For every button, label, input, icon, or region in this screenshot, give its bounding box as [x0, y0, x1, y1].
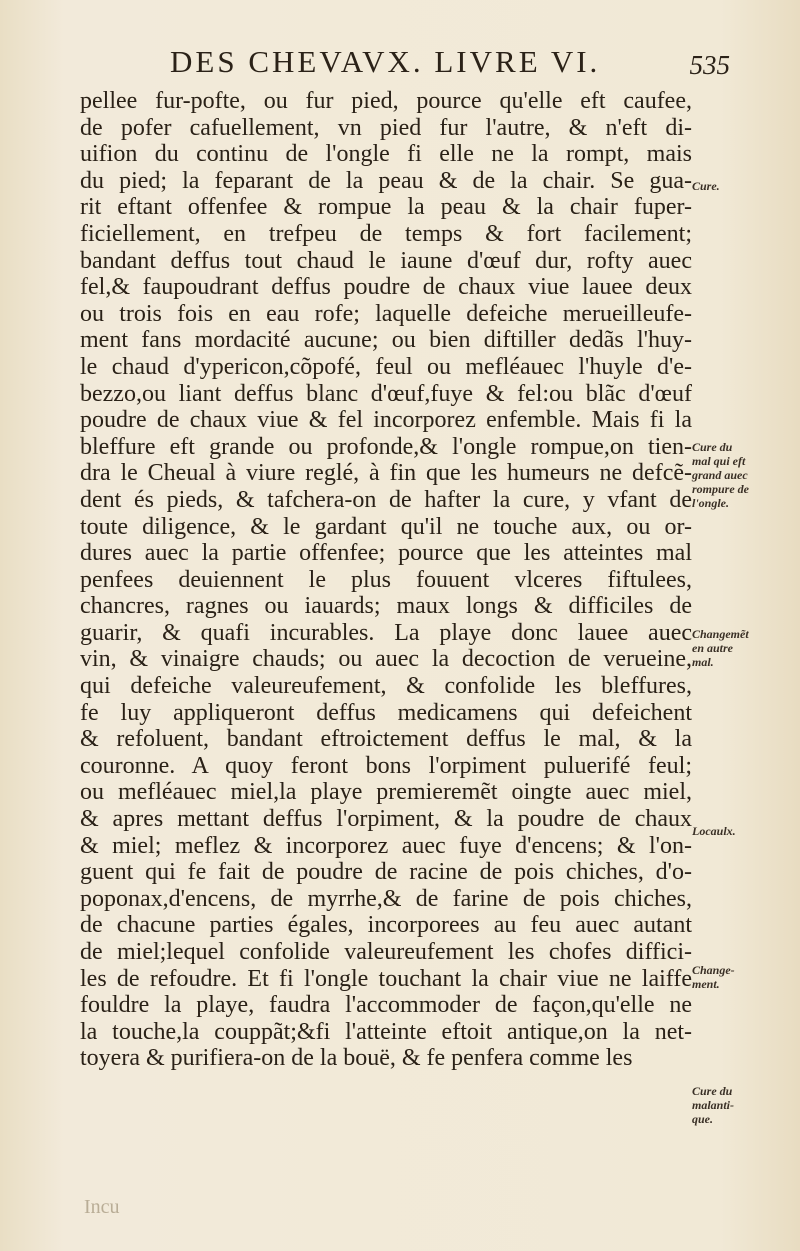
margin-note-line: l'ongle.: [692, 496, 730, 510]
text-line: toute diligence, & le gardant qu'il ne touche aux, ou or-: [80, 513, 692, 540]
margin-note-line: en autre: [692, 641, 734, 655]
faded-bleed-through-text: Incu: [84, 1196, 120, 1218]
page-header: [170, 44, 730, 90]
text-line: dures auec la partie offenfee; pource que les atteintes mal: [80, 540, 692, 567]
text-line: rit eftant offenfee & rompue la peau & la chair fuper-: [80, 194, 692, 221]
margin-note-line: que.: [692, 1112, 713, 1126]
text-line: chancres, ragnes ou iauards; maux longs & difficiles de: [80, 593, 692, 620]
margin-note-line: grand auec: [692, 468, 748, 482]
text-line: de chacune parties égales, incorporees au feu auec autant: [80, 912, 692, 939]
text-line: fel,& faupoudrant deffus poudre de chaux viue lauee deux: [80, 274, 692, 301]
margin-note-line: mal qui eft: [692, 454, 746, 468]
margin-note: [692, 824, 800, 838]
text-line: & refoluent, bandant eftroictement deffus le mal, & la: [80, 726, 692, 753]
text-line: les de refoudre. Et fi l'ongle touchant la chair viue ne laiffe: [80, 965, 692, 992]
main-text-block: [80, 88, 692, 1072]
margin-note-line: Locaulx.: [692, 824, 736, 838]
text-line: dent és pieds, & tafchera-on de hafter la cure, y vfant de: [80, 486, 692, 513]
text-line: toyera & purifiera-on de la bouë, & fe penfera comme les: [80, 1045, 633, 1072]
text-line: bleffure eft grande ou profonde,& l'ongle rompue,on tien-: [80, 433, 692, 460]
margin-note-line: Cure du: [692, 1084, 733, 1098]
text-line: pellee fur-pofte, ou fur pied, pource qu'elle eft caufee,: [80, 88, 692, 114]
margin-note-line: mal.: [692, 655, 714, 669]
margin-note: [692, 179, 800, 193]
text-line: couronne. A quoy feront bons l'orpiment puluerifé feul;: [80, 752, 692, 779]
margin-note: [692, 440, 800, 510]
text-line: du pied; la feparant de la peau & de la chair. Se gua-: [80, 167, 692, 194]
text-line: bandant deffus tout chaud le iaune d'œuf dur, rofty auec: [80, 247, 692, 274]
margin-note-line: rompure de: [692, 482, 749, 496]
text-line: guent qui fe fait de poudre de racine de pois chiches, d'o-: [80, 859, 692, 886]
text-line: le chaud d'ypericon,cõpofé, feul ou mefléauec l'huyle d'e-: [80, 353, 692, 380]
text-line: ou mefléauec miel,la playe premieremẽt oingte auec miel,: [80, 779, 692, 806]
page-number: 535: [689, 50, 730, 80]
margin-note-line: malanti-: [692, 1098, 735, 1112]
text-line: poponax,d'encens, de myrrhe,& de farine de pois chiches,: [80, 885, 692, 912]
text-line: bezzo,ou liant deffus blanc d'œuf,fuye & fel:ou blãc d'œuf: [80, 380, 692, 407]
text-line: poudre de chaux viue & fel incorporez enfemble. Mais fi la: [80, 407, 692, 434]
text-line: ou trois fois en eau rofe; laquelle defeiche merueilleufe-: [80, 300, 692, 327]
margin-note: [692, 963, 800, 991]
margin-note-line: Change-: [692, 963, 735, 977]
text-line: & miel; meflez & incorporez auec fuye d'encens; & l'on-: [80, 832, 692, 859]
text-line: ment fans mordacité aucune; ou bien diftiller dedãs l'huy-: [80, 327, 692, 354]
margin-note-line: Cure.: [692, 179, 720, 193]
margin-note: [692, 627, 800, 669]
margin-note: [692, 1084, 800, 1126]
text-line: ficiellement, en trefpeu de temps & fort facilement;: [80, 220, 692, 247]
running-title: DES CHEVAVX. LIVRE VI.: [170, 44, 601, 79]
text-line: de pofer cafuellement, vn pied fur l'autre, & n'eft di-: [80, 114, 692, 141]
text-line: penfees deuiennent le plus fouuent vlceres fiftulees,: [80, 566, 692, 593]
text-line: fe luy appliqueront deffus medicamens qui defeichent: [80, 699, 692, 726]
text-line: vin, & vinaigre chauds; ou auec la decoction de verueine,: [80, 646, 692, 673]
margin-notes: [689, 0, 800, 1251]
text-line: fouldre la playe, faudra l'accommoder de façon,qu'elle ne: [80, 992, 692, 1019]
text-line: la touche,la couppãt;&fi l'atteinte eftoit antique,on la net-: [80, 1018, 692, 1045]
text-line: qui defeiche valeureufement, & confolide les bleffures,: [80, 673, 692, 700]
text-line: dra le Cheual à viure reglé, à fin que les humeurs ne defcẽ-: [80, 460, 692, 487]
margin-note-line: Changemẽt: [692, 627, 749, 641]
text-line: de miel;lequel confolide valeureufement les chofes diffici-: [80, 939, 692, 965]
text-line: & apres mettant deffus l'orpiment, & la poudre de chaux: [80, 806, 692, 833]
text-line: guarir, & quafi incurables. La playe donc lauee auec: [80, 619, 692, 646]
text-line: uifion du continu de l'ongle fi elle ne la rompt, mais: [80, 141, 692, 168]
margin-note-line: ment.: [692, 977, 720, 991]
margin-note-line: Cure du: [692, 440, 733, 454]
